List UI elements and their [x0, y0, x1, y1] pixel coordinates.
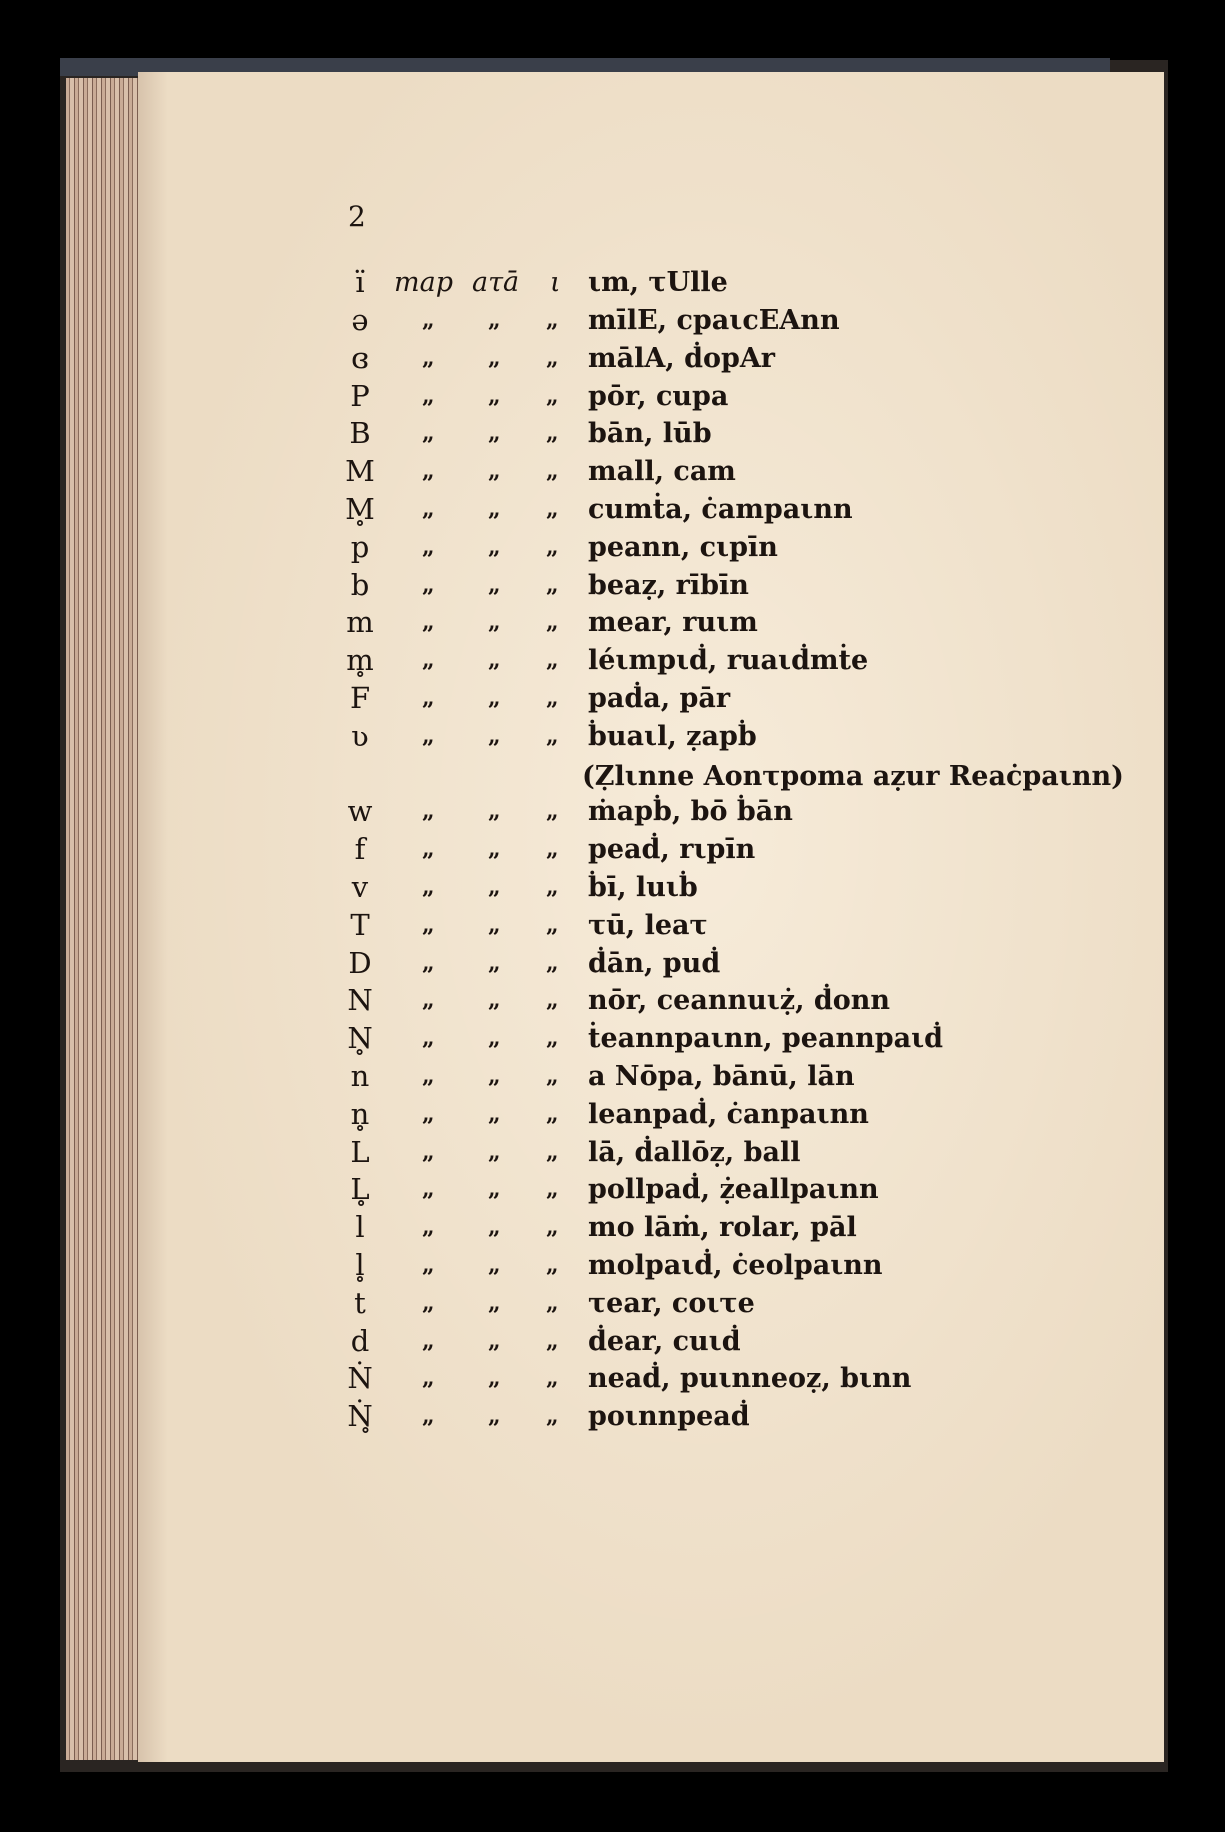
ditto-mark: „: [422, 1176, 435, 1203]
example-words: ṁapḃ, bō ḃān: [588, 796, 793, 828]
phoneme-letter: p: [350, 529, 370, 564]
table-row: [0, 529, 1225, 566]
phoneme-letter: m: [346, 605, 374, 640]
example-words: peann, cιpīn: [588, 531, 778, 563]
phoneme-letter: L̥: [350, 1172, 370, 1207]
ditto-mark: „: [488, 1365, 501, 1392]
ditto-mark: „: [422, 836, 435, 863]
ditto-mark: „: [422, 1100, 435, 1127]
example-words: mear, ruιm: [588, 607, 758, 639]
ditto-mark: „: [546, 836, 559, 863]
example-words: ιm, τUlle: [588, 267, 728, 298]
phoneme-letter: P: [350, 378, 370, 413]
table-row: [0, 945, 1225, 982]
table-row: [0, 453, 1225, 490]
phoneme-letter: ï: [355, 265, 365, 299]
phoneme-letter: t: [354, 1285, 366, 1320]
ditto-mark: „: [546, 1403, 559, 1430]
ditto-mark: „: [488, 1289, 501, 1316]
table-row: [0, 869, 1225, 906]
table-row: [0, 831, 1225, 868]
ditto-mark: „: [546, 1289, 559, 1316]
table-row: [0, 1096, 1225, 1133]
phoneme-letter: M: [345, 454, 375, 489]
phoneme-letter: N: [347, 983, 373, 1018]
ditto-mark: „: [546, 344, 559, 371]
page-number: 2: [348, 200, 366, 233]
table-row: [0, 1134, 1225, 1171]
phoneme-letter: n: [350, 1059, 370, 1093]
ditto-mark: „: [422, 1138, 435, 1165]
ditto-mark: „: [488, 836, 501, 863]
example-words: ḋear, cuιḋ: [588, 1325, 741, 1357]
ditto-mark: „: [488, 1100, 501, 1127]
example-words: nōr, ceannuιẓ̇, ḋonn: [588, 985, 891, 1017]
example-words: neaḋ, puιnneoẓ, bιnn: [588, 1363, 912, 1395]
ditto-mark: „: [488, 722, 501, 749]
phoneme-letter: N̥: [347, 1021, 373, 1056]
table-row: [0, 567, 1225, 604]
ditto-mark: „: [546, 571, 559, 598]
example-words: ḃuaιl, ẓapḃ: [588, 720, 757, 752]
example-words: mīlE, cpaιcEAnn: [588, 305, 840, 336]
example-words: a Nōpa, bānū, lān: [588, 1061, 855, 1092]
ditto-mark: „: [488, 987, 501, 1014]
ditto-mark: „: [488, 949, 501, 976]
ditto-mark: „: [488, 798, 501, 825]
ditto-mark: „: [488, 685, 501, 711]
ditto-mark: „: [422, 382, 435, 409]
example-words: bān, lūb: [588, 418, 712, 450]
table-row: [0, 1209, 1225, 1246]
table-row: [0, 718, 1225, 755]
ditto-mark: „: [488, 307, 501, 333]
ditto-mark: „: [488, 1176, 501, 1203]
ditto-mark: „: [422, 496, 435, 522]
ditto-mark: „: [546, 1138, 559, 1165]
phoneme-letter: l̥: [355, 1248, 365, 1282]
ditto-mark: „: [422, 609, 435, 636]
ditto-mark: „: [546, 382, 559, 409]
ditto-mark: „: [422, 307, 435, 333]
phoneme-letter: D: [348, 945, 372, 980]
ditto-mark: „: [546, 1063, 559, 1089]
ditto-mark: „: [488, 647, 501, 674]
example-words: lā, ḋallōẓ, ball: [588, 1136, 801, 1168]
example-words: mall, cam: [588, 456, 736, 488]
ditto-mark: „: [488, 1138, 501, 1165]
ditto-mark: „: [546, 1214, 559, 1241]
ditto-mark: „: [422, 987, 435, 1014]
header-word-3: ι: [550, 267, 561, 298]
example-words: cumṫa, ċampaιnn: [588, 494, 853, 525]
header-row: [0, 264, 1225, 301]
phoneme-letter: b: [350, 567, 370, 602]
table-row: [0, 982, 1225, 1019]
phoneme-letter: B: [349, 416, 371, 451]
example-words: molpaιḋ, ċeolpaιnn: [588, 1250, 883, 1281]
phoneme-letter: ʋ: [351, 718, 369, 753]
example-words: pōr, cupa: [588, 380, 729, 412]
ditto-mark: „: [422, 1252, 435, 1278]
ditto-mark: „: [546, 987, 559, 1014]
ditto-mark: „: [488, 344, 501, 371]
ditto-mark: „: [546, 647, 559, 674]
table-row: [0, 1285, 1225, 1322]
ditto-mark: „: [422, 458, 435, 485]
ditto-mark: „: [422, 874, 435, 900]
ditto-mark: „: [422, 685, 435, 711]
phoneme-letter: T: [350, 907, 370, 942]
phoneme-letter: ɞ: [351, 340, 369, 375]
ditto-mark: „: [488, 1252, 501, 1278]
table-row: [0, 340, 1225, 377]
example-words: τear, coιτe: [588, 1287, 755, 1319]
table-row: [0, 642, 1225, 679]
ditto-mark: „: [546, 685, 559, 711]
ditto-mark: „: [488, 496, 501, 522]
ditto-mark: „: [422, 571, 435, 598]
ditto-mark: „: [488, 609, 501, 636]
table-row: [0, 1323, 1225, 1360]
table-row: [0, 302, 1225, 339]
table-row: [0, 1171, 1225, 1208]
example-words: ḋān, puḋ: [588, 947, 721, 979]
ditto-mark: „: [488, 1403, 501, 1430]
table-row: [0, 378, 1225, 415]
phoneme-letter: F: [349, 681, 371, 715]
ditto-mark: „: [546, 496, 559, 522]
ditto-mark: „: [546, 1327, 559, 1354]
ditto-mark: „: [546, 609, 559, 636]
ditto-mark: „: [546, 307, 559, 333]
example-words: peaḋ, rιpīn: [588, 834, 756, 866]
ditto-mark: „: [422, 533, 435, 560]
phoneme-letter: d: [350, 1323, 370, 1358]
phoneme-letter: l: [355, 1210, 365, 1245]
table-row: [0, 907, 1225, 944]
ditto-mark: „: [422, 1063, 435, 1089]
example-words: poιnnpeaḋ: [588, 1401, 750, 1433]
phoneme-letter: ə: [351, 303, 369, 337]
ditto-mark: „: [546, 911, 559, 938]
table-row: [0, 1058, 1225, 1095]
ditto-mark: „: [422, 1289, 435, 1316]
table-row: [0, 491, 1225, 528]
phoneme-letter: Ṅ: [347, 1361, 373, 1396]
ditto-mark: „: [546, 420, 559, 447]
ditto-mark: „: [488, 533, 501, 560]
header-word-1: map: [394, 267, 453, 298]
ditto-mark: „: [422, 722, 435, 749]
table-row: [0, 680, 1225, 717]
ditto-mark: „: [422, 798, 435, 825]
table-row: [0, 1247, 1225, 1284]
phoneme-letter: L: [350, 1134, 370, 1169]
header-word-2: aτā: [472, 267, 520, 298]
phoneme-letter: M̥: [345, 492, 375, 526]
ditto-mark: „: [546, 949, 559, 976]
example-words: beaẓ, rībīn: [588, 569, 749, 601]
ditto-mark: „: [488, 1327, 501, 1354]
ditto-mark: „: [488, 1025, 501, 1052]
ditto-mark: „: [546, 874, 559, 900]
ditto-mark: „: [422, 911, 435, 938]
ditto-mark: „: [546, 722, 559, 749]
example-words: τū, leaτ: [588, 909, 708, 941]
example-words: leanpaḋ, ċanpaιnn: [588, 1098, 869, 1130]
table-row: [0, 793, 1225, 830]
phoneme-letter: w: [347, 794, 373, 829]
ditto-mark: „: [422, 647, 435, 674]
example-words: pollpaḋ, ẓ̇eallpaιnn: [588, 1174, 879, 1206]
example-words: ṫeannpaιnn, peannpaιḋ: [588, 1023, 944, 1055]
ditto-mark: „: [546, 798, 559, 825]
ditto-mark: „: [546, 458, 559, 485]
example-words: mālA, ḋopAr: [588, 342, 776, 374]
ditto-mark: „: [488, 420, 501, 447]
table-row: [0, 1360, 1225, 1397]
ditto-mark: „: [422, 1214, 435, 1241]
phoneme-letter: v: [351, 870, 369, 904]
ditto-mark: „: [546, 1176, 559, 1203]
ditto-mark: „: [422, 420, 435, 447]
ditto-mark: „: [488, 382, 501, 409]
ditto-mark: „: [546, 533, 559, 560]
ditto-mark: „: [422, 1327, 435, 1354]
example-words: ḃī, luιḃ: [588, 872, 698, 903]
ditto-mark: „: [546, 1365, 559, 1392]
ditto-mark: „: [488, 458, 501, 485]
ditto-mark: „: [546, 1100, 559, 1127]
phoneme-letter: n̥: [350, 1096, 370, 1131]
phoneme-letter: Ṅ̥: [347, 1399, 373, 1434]
table-row: [0, 1020, 1225, 1057]
ditto-mark: „: [422, 949, 435, 976]
phoneme-letter: m̥: [346, 643, 374, 678]
ditto-mark: „: [422, 344, 435, 371]
example-words: mo lāṁ, rolar, pāl: [588, 1212, 857, 1244]
example-words: paḋa, pār: [588, 683, 731, 714]
ditto-mark: „: [488, 571, 501, 598]
ditto-mark: „: [422, 1025, 435, 1052]
ditto-mark: „: [422, 1403, 435, 1430]
example-words: léιmpιḋ, ruaιḋmṫe: [588, 645, 869, 677]
table-row: [0, 415, 1225, 452]
table-row: [0, 1398, 1225, 1435]
ditto-mark: „: [488, 1063, 501, 1089]
ditto-mark: „: [488, 874, 501, 900]
ditto-mark: „: [546, 1252, 559, 1278]
dialect-note: (Ẓlιnne Aonτpoma aẓur Reaċpaιnn): [582, 761, 1124, 792]
phoneme-letter: f: [354, 832, 366, 867]
ditto-mark: „: [488, 911, 501, 938]
ditto-mark: „: [488, 1214, 501, 1241]
ditto-mark: „: [422, 1365, 435, 1392]
ditto-mark: „: [546, 1025, 559, 1052]
table-row: [0, 604, 1225, 641]
